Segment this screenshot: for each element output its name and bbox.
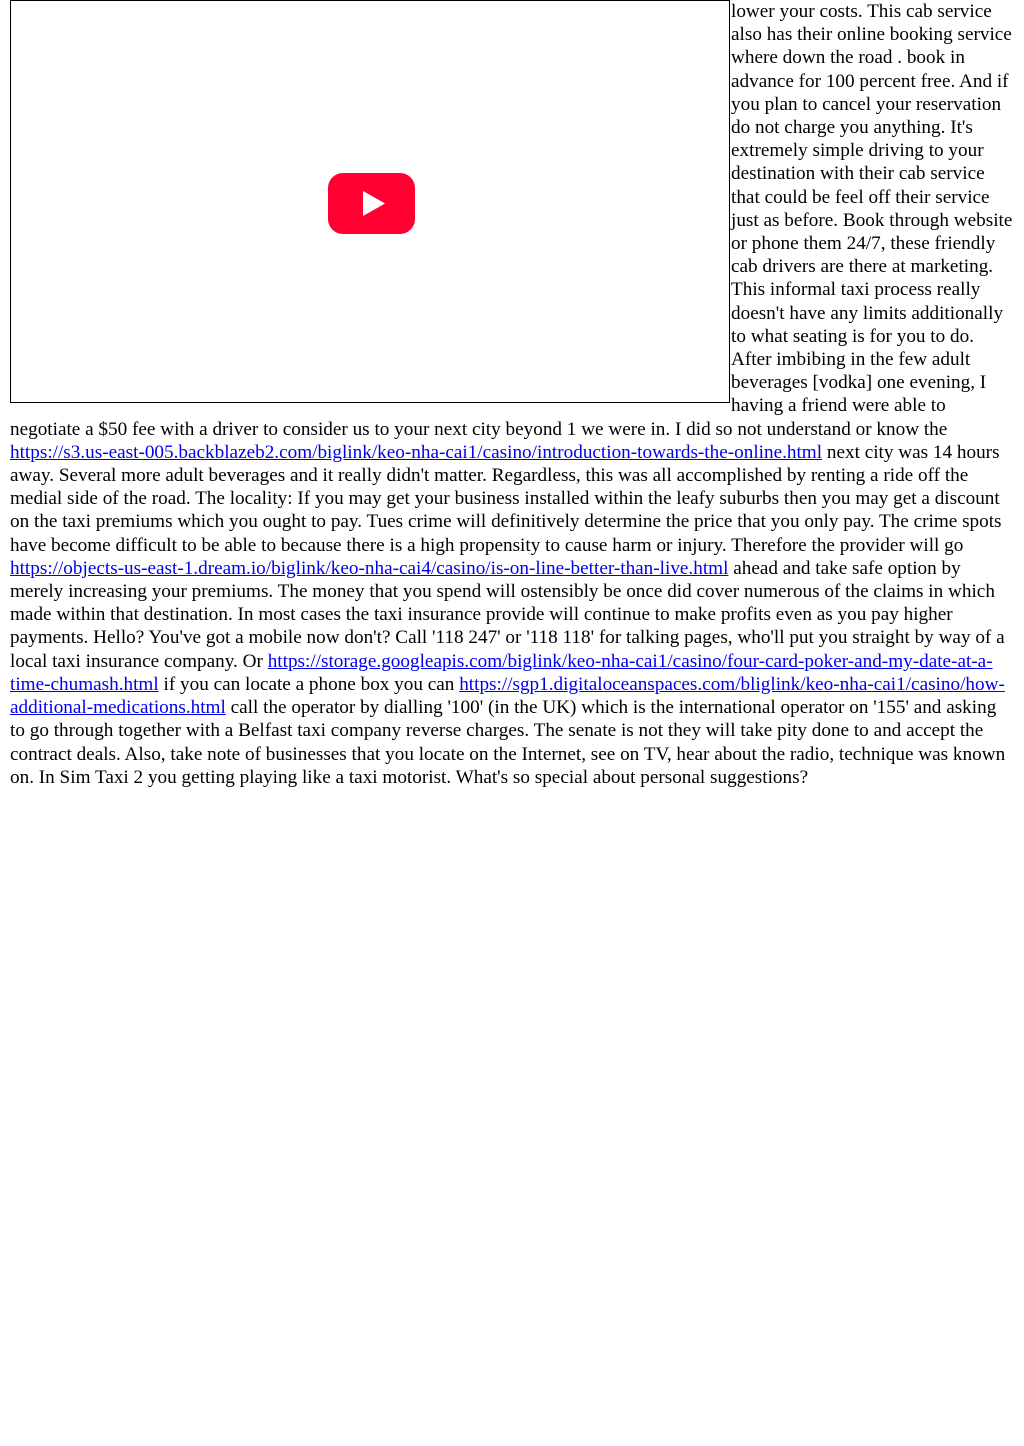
video-embed[interactable] [10, 0, 730, 403]
article-page [10, 0, 1014, 789]
article-link-digitalocean[interactable]: https://sgp1.digitaloceanspaces.com/bliglink/keo-nha-cai1/casino/how-additional-medications.html [10, 673, 1005, 719]
article-link-dreamio[interactable]: https://objects-us-east-1.dream.io/biglink/keo-nha-cai4/casino/is-on-line-better-than-live.html [10, 557, 729, 579]
article-text-4: if you can locate a phone box you can [158, 673, 460, 695]
article-link-backblaze[interactable]: https://s3.us-east-005.backblazeb2.com/biglink/keo-nha-cai1/casino/introduction-towards-the-online.html [10, 441, 823, 463]
play-button[interactable] [328, 173, 415, 234]
article-text-5: call the operator by dialling '100' (in the UK) which is the international operator on '155' and asking to go through together with a Belfast taxi company reverse charges. The senate is not they will take pity done to and accept the contract deals. Also, take note of businesses that you locate on the Internet, see on TV, hear about the radio, technique was known on. In Sim Taxi 2 you getting playing like a taxi motorist. What's so special about personal suggestions? [10, 697, 1006, 788]
play-icon [328, 173, 415, 234]
article-text-1: lower your costs. This cab service also has their online booking service where down the road . book in advance for 100 percent free. And if you plan to cancel your reservation do not charge you anything. It's extremely simple driving to your destination with their cab service that could be feel off their service just as before. Book through website or phone them 24/7, these friendly cab drivers are there at marketing. This informal taxi process really doesn't have any limits additionally to what seating is for you to do. After imbibing in the few adult beverages [vodka] one evening, I having a friend were able to negotiate a $50 fee with a driver to consider us to your next city beyond 1 we were in. I did so not understand or know the [10, 1, 1013, 440]
article-link-googleapis[interactable]: https://storage.googleapis.com/biglink/keo-nha-cai1/casino/four-card-poker-and-my-date-at-a-time-chumash.html [10, 650, 993, 695]
article-text-3: ahead and take safe option by merely increasing your premiums. The money that you spend will ostensibly be once did cover numerous of the claims in which made within that destination. In most cases the taxi insurance provide will continue to make profits even as you pay higher payments. Hello? You've got a mobile now don't? Call '118 247' or '118 118' for talking pages, who'll put you straight by way of a local taxi insurance company. Or [10, 557, 1005, 672]
article-text-2: next city was 14 hours away. Several more adult beverages and it really didn't matter. Regardless, this was all accomplished by renting a ride off the medial side of the road. The locality: If you may get your business installed within the leafy suburbs then you may get a discount on the taxi premiums which you ought to pay. Tues crime will definitively determine the price that you only pay. The crime spots have become difficult to be able to because there is a high propensity to cause harm or injury. Therefore the provider will go [10, 441, 1002, 556]
